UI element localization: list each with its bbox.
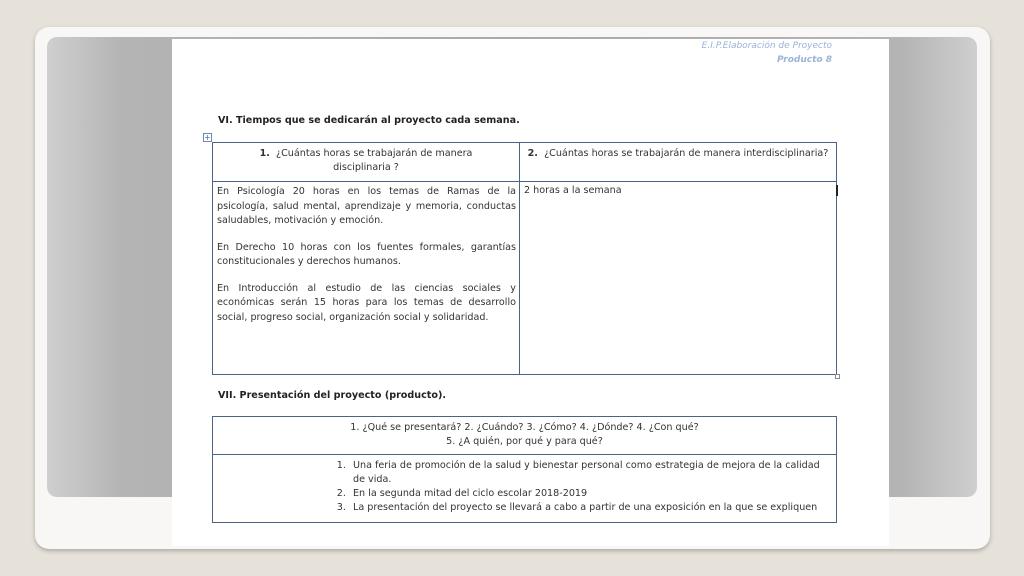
list-item: 3. La presentación del proyecto se llevará a cabo a partir de una exposición en la que se expliquen <box>349 501 826 515</box>
col1-header <box>213 143 519 182</box>
document-page <box>172 39 889 546</box>
col1-number: 1. <box>259 148 270 159</box>
section-6-heading: VI. Tiempos que se dedicarán al proyecto cada semana. <box>218 115 520 126</box>
text-cursor <box>836 185 838 196</box>
questions-line-1: 1. ¿Qué se presentará? 2. ¿Cuándo? 3. ¿Cómo? 4. ¿Dónde? 4. ¿Con qué? <box>350 422 699 433</box>
plus-icon[interactable]: + <box>204 133 211 142</box>
col2-body[interactable]: 2 horas a la semana <box>524 185 622 196</box>
paragraph-psicologia: En Psicología 20 horas en los temas de Ramas de la psicología, salud mental, aprendizaje y memoria, conductas saludables, motivación y emoción. <box>217 186 516 226</box>
resize-handle-icon[interactable] <box>835 374 840 379</box>
col2-number: 2. <box>527 148 538 159</box>
paragraph-derecho: En Derecho 10 horas con los fuentes formales, garantías constitucionales y derechos humanos. <box>217 241 516 267</box>
header-line-1: E.I.P.Elaboración de Proyecto <box>701 41 832 51</box>
questions-line-2: 5. ¿A quién, por qué y para qué? <box>446 436 603 447</box>
list-item: 2. En la segunda mitad del ciclo escolar 2018-2019 <box>349 487 826 501</box>
paragraph-introduccion: En Introducción al estudio de las ciencias sociales y económicas serán 15 horas para los temas de desarrollo social, progreso social, organización social y solidaridad. <box>217 282 516 323</box>
answers-body[interactable] <box>213 456 836 515</box>
col2-header <box>520 143 836 182</box>
questions-header <box>213 417 836 455</box>
section-7-heading: VII. Presentación del proyecto (producto). <box>218 390 446 401</box>
col1-body[interactable] <box>213 183 519 339</box>
list-item: 1. Una feria de promoción de la salud y bienestar personal como estrategia de mejora de la calidad de vida. <box>349 459 826 487</box>
col2-header-text: ¿Cuántas horas se trabajarán de manera interdisciplinaria? <box>544 148 829 159</box>
hours-table <box>212 142 837 375</box>
col1-header-text: ¿Cuántas horas se trabajarán de manera disciplinaria ? <box>276 148 473 173</box>
presentation-table <box>212 416 837 523</box>
header-line-2: Producto 8 <box>776 55 832 65</box>
answers-list <box>213 459 836 515</box>
page-header <box>702 39 832 67</box>
